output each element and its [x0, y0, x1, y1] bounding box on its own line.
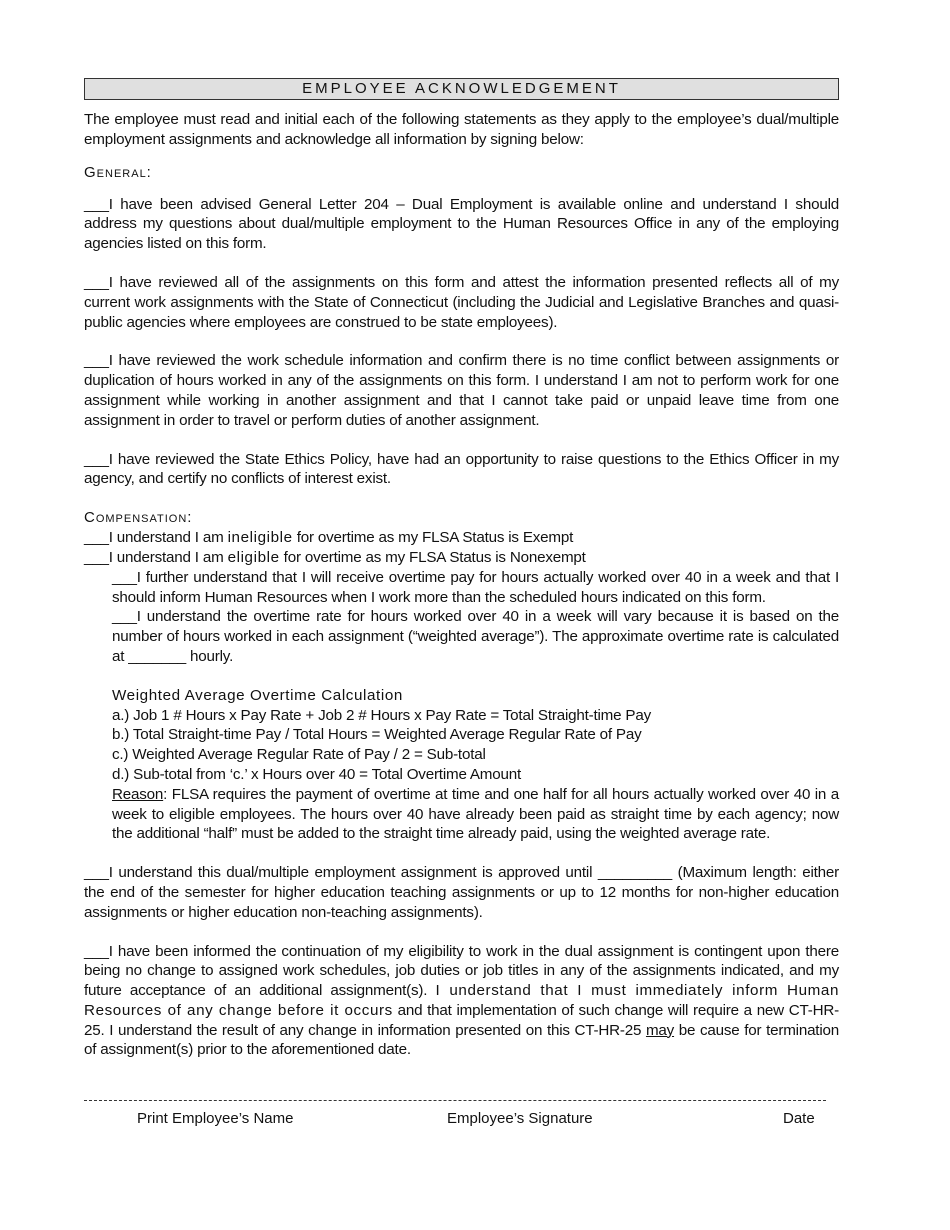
approved-until-statement: ___I understand this dual/multiple employment assignment is approved until _________ (Maximum length: either the end of the semester for higher education teaching assignments or up to 12 months for non-higher education assignments or higher education non-teaching assignments). — [84, 864, 839, 921]
comp-ineligible: ___I understand I am ineligible for overtime as my FLSA Status is Exempt — [84, 529, 574, 547]
compensation-heading: Compensation: — [84, 509, 193, 527]
calc-step-d: d.) Sub-total from ‘c.’ x Hours over 40 = Total Overtime Amount — [112, 765, 522, 783]
general-statement-1: ___I have been advised General Letter 204 – Dual Employment is available online and understand I should address my questions about dual/multiple employment to the Human Resources Office in any of the employing agencies listed on this form. — [84, 195, 839, 253]
signature-line[interactable] — [84, 1100, 826, 1101]
acknowledgement-form — [84, 78, 839, 1060]
print-name-label: Print Employee’s Name — [137, 1110, 294, 1127]
calc-step-a: a.) Job 1 # Hours x Pay Rate + Job 2 # Hours x Pay Rate = Total Straight-time Pay — [112, 706, 651, 724]
signature-label: Employee’s Signature — [447, 1110, 593, 1127]
calc-heading: Weighted Average Overtime Calculation — [112, 686, 403, 704]
calc-step-b: b.) Total Straight-time Pay / Total Hours = Weighted Average Regular Rate of Pay — [112, 726, 642, 744]
reason-text: Reason: FLSA requires the payment of overtime at time and one half for all hours actually worked over 40 in a week to eligible employees. The hours over 40 have already been paid as straight time by each agency; now the additional “half” must be added to the straight time already paid, using the weighted average rate. — [112, 785, 839, 843]
comp-eligible: ___I understand I am eligible for overtime as my FLSA Status is Nonexempt — [84, 548, 586, 566]
continuation-statement: ___I have been informed the continuation of my eligibility to work in the dual assignment is contingent upon there being no change to assigned work schedules, job duties or job titles in any of the assignments indicated, and my future acceptance of an additional assignment(s). I understand that I must immediately inform Human Resources of any change before it occurs and that implementation of such change will require a new CT-HR-25. I understand the result of any change in information presented on this CT-HR-25 may be cause for termination of assignment(s) prior to the aforementioned date. — [84, 942, 839, 1059]
general-statement-4: ___I have reviewed the State Ethics Policy, have had an opportunity to raise questions to the Ethics Officer in my agency, and certify no conflicts of interest exist. — [84, 450, 839, 488]
general-heading: General: — [84, 163, 152, 181]
comp-overtime-pay: ___I further understand that I will receive overtime pay for hours actually worked over 40 in a week and that I should inform Human Resources when I work more than the scheduled hours indicated on this form. — [112, 568, 839, 606]
general-statement-2: ___I have reviewed all of the assignments on this form and attest the information presented reflects all of my current work assignments with the State of Connecticut (including the Judicial and Legislative Branches and quasi-public agencies where employees are construed to be state employees). — [84, 273, 839, 331]
form-title: EMPLOYEE ACKNOWLEDGEMENT — [84, 78, 839, 100]
date-label: Date — [783, 1110, 815, 1127]
intro-text: The employee must read and initial each of the following statements as they apply to the employee’s dual/multiple employment assignments and acknowledge all information by signing below: — [84, 111, 839, 148]
comp-overtime-rate: ___I understand the overtime rate for hours worked over 40 in a week will vary because it is based on the number of hours worked in each assignment (“weighted average”). The approximate overtime rate is calculated at _______ hourly. — [112, 608, 839, 665]
general-statement-3: ___I have reviewed the work schedule information and confirm there is no time conflict between assignments or duplication of hours worked in any of the assignments on this form. I understand I am not to perform work for one assignment while working in another assignment and that I cannot take paid or unpaid leave time from one assignment in order to travel or perform duties of another assignment. — [84, 352, 839, 429]
calc-step-c: c.) Weighted Average Regular Rate of Pay / 2 = Sub-total — [112, 746, 486, 764]
